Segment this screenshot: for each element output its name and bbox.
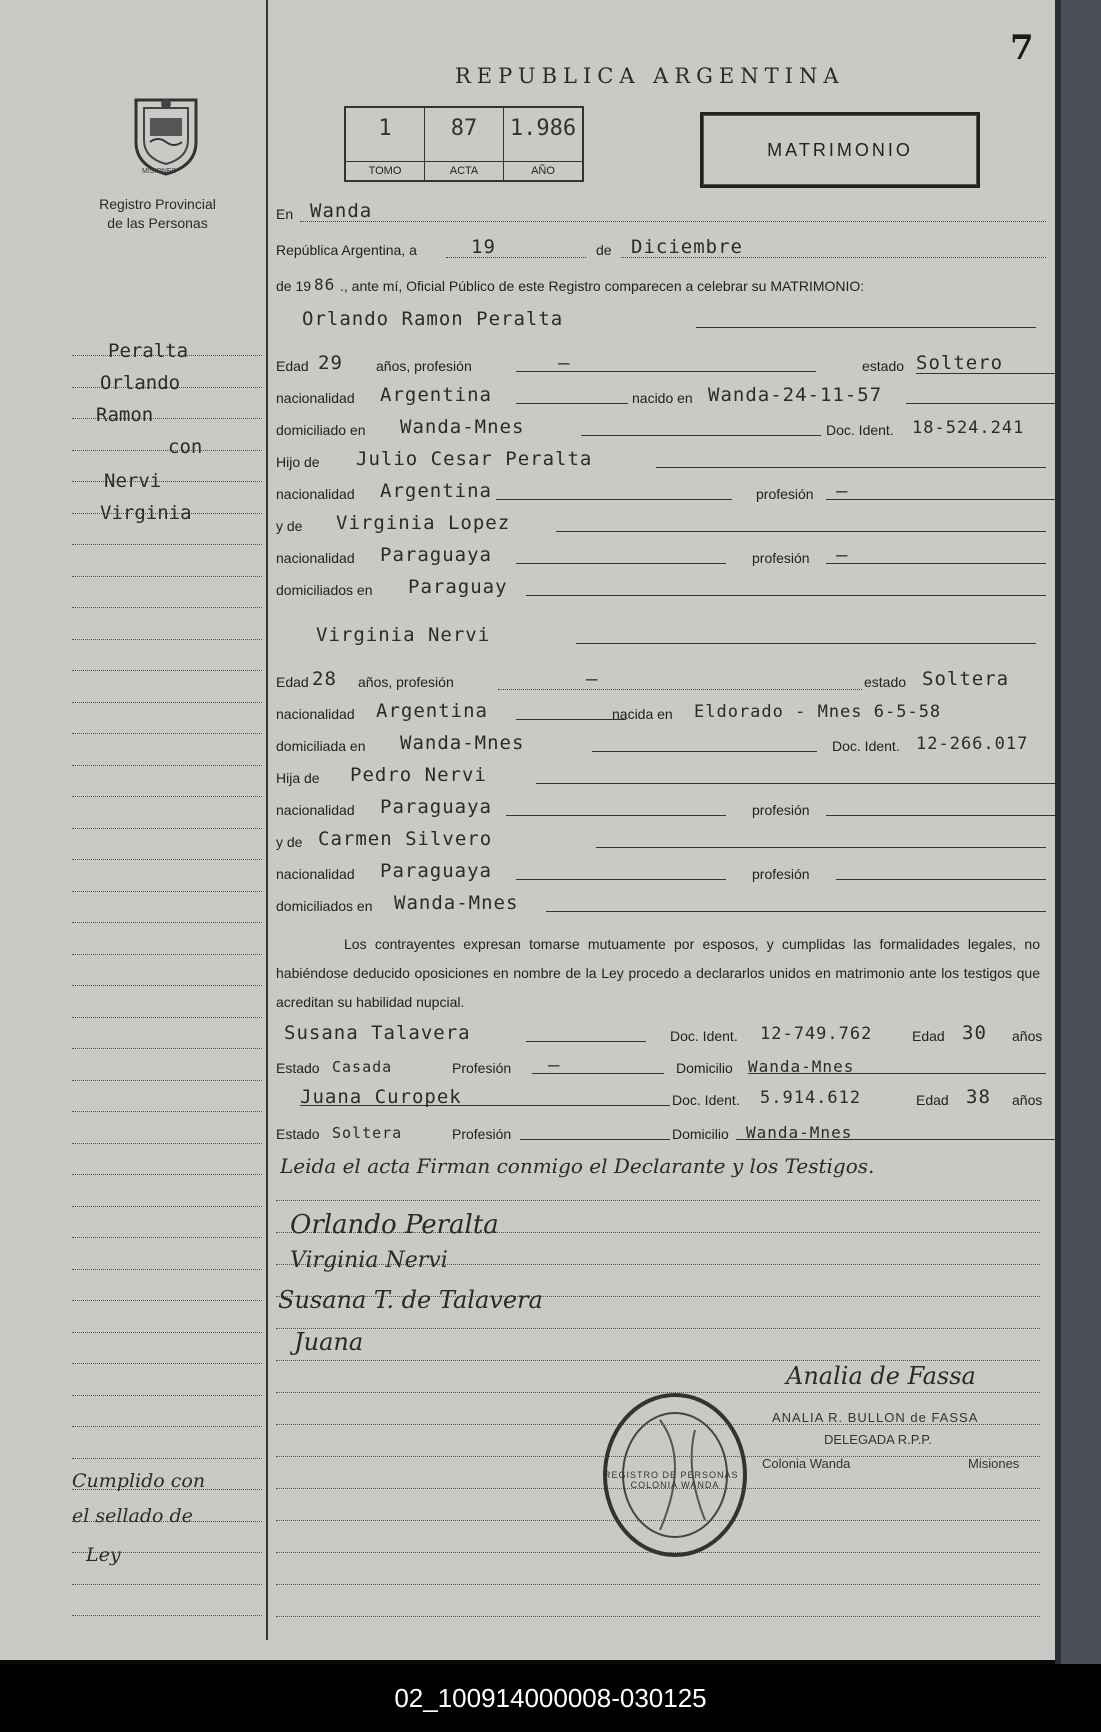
margin-rule [72, 859, 262, 860]
bride-parents-domicile: Wanda-Mnes [394, 892, 519, 914]
margin-rule [72, 1111, 262, 1112]
witness1-domicile: Wanda-Mnes [748, 1057, 855, 1076]
witness2-status: Soltera [332, 1124, 403, 1142]
book-reference-box [344, 106, 584, 182]
row-groom-parents-dom [276, 576, 1046, 602]
act-type-box: MATRIMONIO [700, 112, 980, 188]
margin-rule [72, 1615, 262, 1616]
label-edad: Edad [912, 1028, 945, 1044]
label-nacionalidad: nacionalidad [276, 486, 355, 502]
margin-rule [72, 607, 262, 608]
signature-witness1: Susana T. de Talavera [278, 1286, 543, 1314]
row-year [276, 272, 1046, 298]
bride-mother: Carmen Silvero [318, 828, 493, 850]
margin-rule [72, 639, 262, 640]
label-profesion: profesión [756, 486, 814, 502]
ano-label: AÑO [504, 161, 582, 180]
label-y-de: y de [276, 518, 303, 534]
ruled-line [276, 1360, 1040, 1361]
margin-rule [72, 985, 262, 986]
margin-rule [72, 1269, 262, 1270]
label-profesion: profesión [752, 550, 810, 566]
groom-mother-nationality: Paraguaya [380, 544, 492, 566]
label-doc-ident: Doc. Ident. [672, 1092, 740, 1108]
label-doc-ident: Doc. Ident. [832, 738, 900, 754]
label-nacionalidad: nacionalidad [276, 802, 355, 818]
witness1-name: Susana Talavera [284, 1022, 471, 1044]
groom-father-profession: — [836, 480, 849, 502]
row-witness1-detail [276, 1054, 1046, 1080]
label-anos: años [1012, 1028, 1043, 1044]
label-de19: de 19 [276, 278, 312, 294]
bride-doc: 12-266.017 [916, 734, 1029, 754]
margin-rule [72, 1332, 262, 1333]
row-groom-age [276, 352, 1066, 378]
groom-domicile: Wanda-Mnes [400, 416, 525, 438]
registry-stamp-icon [600, 1390, 750, 1560]
bride-profession: — [586, 668, 599, 690]
margin-rule [72, 1584, 262, 1585]
margin-name: Virginia [100, 502, 192, 524]
margin-rule [72, 1395, 262, 1396]
label-ante: ., ante mí, Oficial Público de este Registro comparecen a celebrar su MATRIMONIO: [340, 278, 865, 294]
label-profesion: Profesión [452, 1126, 512, 1142]
tomo-label: TOMO [346, 161, 424, 180]
groom-mother: Virginia Lopez [336, 512, 511, 534]
row-groom-mother [276, 512, 1046, 538]
witness2-domicile: Wanda-Mnes [746, 1123, 853, 1142]
label-republica: República Argentina, a [276, 242, 417, 258]
officer-signature: Analia de Fassa [786, 1362, 976, 1390]
signature-bride: Virginia Nervi [290, 1248, 448, 1273]
label-doc-ident: Doc. Ident. [670, 1028, 738, 1044]
bride-birthplace: Eldorado - Mnes 6-5-58 [694, 702, 942, 722]
witness1-doc: 12-749.762 [760, 1024, 873, 1044]
label-profesion: Profesión [452, 1060, 512, 1076]
row-bride-dom [276, 732, 1056, 758]
ruled-line [276, 1328, 1040, 1329]
row-bride-age [276, 668, 1046, 694]
tomo-value: 1 [378, 116, 392, 141]
label-edad: Edad [276, 358, 309, 374]
groom-mother-profession: — [836, 544, 849, 566]
signature-witness2: Juana [294, 1328, 364, 1356]
margin-name: Orlando [100, 372, 181, 394]
acta-value: 87 [450, 116, 478, 141]
label-hijo-de: Hijo de [276, 454, 320, 470]
label-hija-de: Hija de [276, 770, 320, 786]
label-y-de: y de [276, 834, 303, 850]
margin-rule [72, 544, 262, 545]
margin-divider [266, 0, 268, 1640]
groom-nationality: Argentina [380, 384, 492, 406]
month-value: Diciembre [631, 236, 743, 258]
row-bride-name [276, 624, 1036, 650]
bride-nationality: Argentina [376, 700, 488, 722]
margin-rule [72, 922, 262, 923]
label-domicilio: Domicilio [672, 1126, 729, 1142]
label-anos: años [1012, 1092, 1043, 1108]
bride-mother-nationality: Paraguaya [380, 860, 492, 882]
label-estado: Estado [276, 1060, 320, 1076]
margin-rule [72, 1300, 262, 1301]
label-nacionalidad: nacionalidad [276, 390, 355, 406]
bride-age: 28 [312, 668, 337, 690]
page-title: REPUBLICA ARGENTINA [455, 64, 845, 88]
row-place [276, 200, 1046, 226]
margin-rule [72, 1017, 262, 1018]
label-domiciliado-en: domiciliado en [276, 422, 366, 438]
groom-doc: 18-524.241 [912, 418, 1025, 438]
ruled-line [276, 1584, 1040, 1585]
margin-rule [72, 1174, 262, 1175]
label-profesion: profesión [752, 866, 810, 882]
label-nacionalidad: nacionalidad [276, 866, 355, 882]
margin-note-line: Ley [86, 1544, 121, 1566]
label-estado: estado [864, 674, 907, 690]
margin-note-line: el sellado de [72, 1505, 193, 1527]
witness2-name: Juana Curopek [300, 1086, 462, 1108]
margin-rule [72, 1080, 262, 1081]
officer-name: ANALIA R. BULLON de FASSA [772, 1410, 979, 1425]
closing-statement: Leida el acta Firman conmigo el Declarante y los Testigos. [280, 1154, 875, 1178]
witness2-doc: 5.914.612 [760, 1088, 862, 1108]
label-en: En [276, 206, 294, 222]
groom-age: 29 [318, 352, 343, 374]
groom-parents-domicile: Paraguay [408, 576, 508, 598]
officer-province: Misiones [968, 1456, 1020, 1471]
row-bride-father [276, 764, 1056, 790]
row-groom-father-nat [276, 480, 1056, 506]
margin-rule [72, 828, 262, 829]
groom-profession: — [558, 352, 571, 374]
row-groom-nat [276, 384, 1066, 410]
label-edad: Edad [916, 1092, 949, 1108]
row-bride-parents-dom [276, 892, 1046, 918]
scan-id-footer: 02_100914000008-030125 [0, 1664, 1101, 1732]
book-binding [1055, 0, 1101, 1665]
margin-rule [72, 1206, 262, 1207]
provincial-seal-icon [128, 92, 204, 178]
row-groom-dom [276, 416, 1056, 442]
label-estado: estado [862, 358, 905, 374]
margin-rule [72, 1048, 262, 1049]
witness2-age: 38 [966, 1086, 991, 1108]
row-bride-mother-nat [276, 860, 1046, 886]
label-doc-ident: Doc. Ident. [826, 422, 894, 438]
bride-domicile: Wanda-Mnes [400, 732, 525, 754]
seal-caption: MISIONES [142, 168, 177, 175]
registry-name-line2: de las Personas [107, 215, 208, 231]
margin-rule [72, 733, 262, 734]
acta-label: ACTA [425, 161, 503, 180]
margin-rule [72, 1458, 262, 1459]
margin-rule [72, 481, 262, 482]
bride-name: Virginia Nervi [316, 624, 491, 646]
row-bride-nat [276, 700, 1046, 726]
legal-statement: Los contrayentes expresan tomarse mutuamente por esposos, y cumplidas las formalidades legales, no habiéndose deducido oposiciones en nombre de la Ley procedo a declararlos unidos en matrimonio ante los testigos que acreditan su habilidad nupcial. [276, 936, 1040, 1010]
label-domiciliados-en: domiciliados en [276, 582, 373, 598]
row-groom-mother-nat [276, 544, 1046, 570]
margin-rule [72, 891, 262, 892]
acta-cell [425, 108, 504, 180]
margin-rule [72, 450, 262, 451]
ruled-line [276, 1200, 1040, 1201]
margin-rule [72, 702, 262, 703]
margin-rule [72, 670, 262, 671]
label-nacido-en: nacido en [632, 390, 693, 406]
witness1-profession: — [548, 1054, 561, 1076]
groom-birthplace: Wanda-24-11-57 [708, 384, 883, 406]
witness1-age: 30 [962, 1022, 987, 1044]
margin-name: Nervi [104, 470, 162, 492]
margin-rule [72, 1426, 262, 1427]
day-value: 19 [471, 236, 496, 258]
groom-father: Julio Cesar Peralta [356, 448, 593, 470]
row-groom-father [276, 448, 1046, 474]
margin-rule [72, 765, 262, 766]
signature-groom: Orlando Peralta [290, 1210, 499, 1240]
year-value: 86 [314, 275, 336, 294]
margin-rule [72, 1237, 262, 1238]
groom-name: Orlando Ramon Peralta [302, 308, 564, 330]
label-profesion: profesión [752, 802, 810, 818]
label-nacida-en: nacida en [612, 706, 673, 722]
label-domicilio: Domicilio [676, 1060, 733, 1076]
witness1-status: Casada [332, 1058, 393, 1076]
label-anos-profesion: años, profesión [376, 358, 472, 374]
bride-father: Pedro Nervi [350, 764, 487, 786]
margin-rule [72, 1143, 262, 1144]
row-witness1 [276, 1022, 1046, 1048]
ruled-line [276, 1616, 1040, 1617]
groom-status: Soltero [916, 352, 1004, 374]
row-date [276, 236, 1046, 262]
officer-role: DELEGADA R.P.P. [824, 1432, 932, 1447]
label-nacionalidad: nacionalidad [276, 706, 355, 722]
row-bride-father-nat [276, 796, 1056, 822]
row-groom-name [276, 308, 1036, 334]
row-witness2-detail [276, 1120, 1066, 1146]
row-witness2 [276, 1086, 1046, 1112]
stamp-text: REGISTRO DE PERSONAS · COLONIA WANDA [603, 1470, 747, 1490]
bride-status: Soltera [922, 668, 1010, 690]
margin-name: Peralta [108, 340, 189, 362]
page-number: 7 [1010, 28, 1034, 68]
margin-note-line: Cumplido con [72, 1470, 206, 1492]
label-anos-profesion: años, profesión [358, 674, 454, 690]
registry-name [80, 195, 235, 233]
bride-father-nationality: Paraguaya [380, 796, 492, 818]
ano-cell [504, 108, 582, 180]
tomo-cell [346, 108, 425, 180]
margin-rule [72, 576, 262, 577]
label-domiciliada-en: domiciliada en [276, 738, 366, 754]
label-domiciliados-en: domiciliados en [276, 898, 373, 914]
label-nacionalidad: nacionalidad [276, 550, 355, 566]
label-estado: Estado [276, 1126, 320, 1142]
label-de-month: de [596, 242, 612, 258]
place-value: Wanda [310, 200, 373, 222]
label-edad: Edad [276, 674, 309, 690]
ano-value: 1.986 [509, 116, 577, 141]
margin-name: con [168, 436, 203, 458]
margin-rule [72, 1363, 262, 1364]
officer-place: Colonia Wanda [762, 1456, 851, 1471]
margin-rule [72, 796, 262, 797]
margin-rule [72, 954, 262, 955]
registry-name-line1: Registro Provincial [99, 196, 216, 212]
groom-father-nationality: Argentina [380, 480, 492, 502]
row-bride-mother [276, 828, 1046, 854]
margin-name: Ramon [96, 404, 154, 426]
